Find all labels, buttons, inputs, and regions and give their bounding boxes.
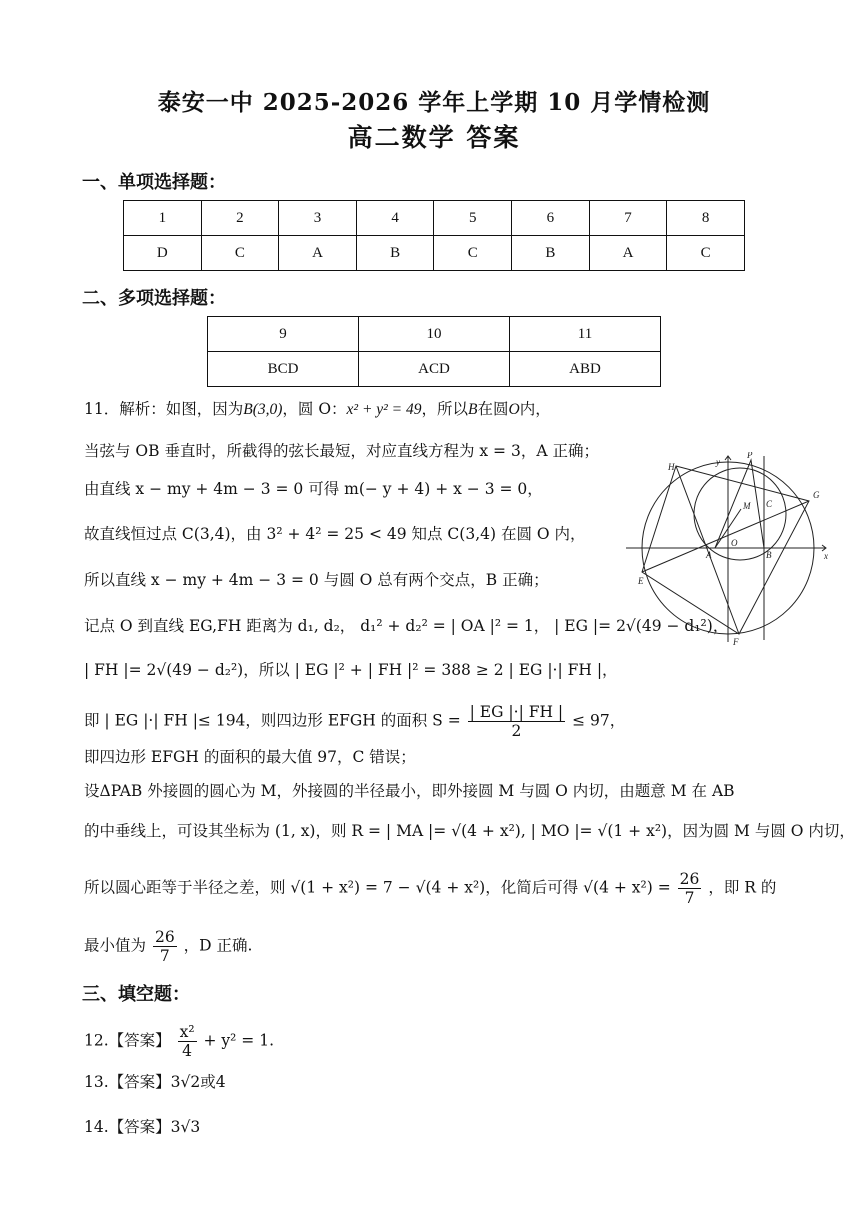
label-x: x bbox=[824, 551, 828, 561]
fraction-denominator: 4 bbox=[182, 1042, 193, 1060]
solution-line: 记点 O 到直线 EG,FH 距离为 d₁, d₂， d₁² + d₂² = | OA |² = 1， | EG |= 2√(49 − d₁²)， bbox=[84, 617, 729, 635]
text-span: ，即 R 的 bbox=[708, 878, 777, 897]
solution-line: 故直线恒过点 C(3,4)，由 3² + 4² = 25 < 49 知点 C(3,4) 在圆 O 内， bbox=[84, 525, 586, 543]
solution-line: 当弦与 OB 垂直时，所截得的弦长最短，对应直线方程为 x = 3，A 正确； bbox=[84, 442, 599, 460]
label-a: A bbox=[706, 550, 712, 560]
text-span: ，圆 O： bbox=[282, 400, 347, 418]
section2-heading: 二、多项选择题： bbox=[82, 288, 226, 309]
solution-line: 所以直线 x − my + 4m − 3 = 0 与圆 O 总有两个交点，B 正确； bbox=[84, 571, 549, 589]
fraction-numerator: 26 bbox=[679, 870, 700, 888]
label-o: O bbox=[731, 538, 738, 548]
solution-line: 设ΔPAB 外接圆的圆心为 M，外接圆的半径最小，即外接圆 M 与圆 O 内切，由题意 M 在 AB bbox=[84, 782, 735, 800]
solution-line bbox=[84, 870, 776, 907]
fraction bbox=[178, 1023, 197, 1060]
table-cell: ABD bbox=[509, 352, 660, 387]
text-span: ，D 正确. bbox=[183, 936, 253, 955]
circle-geometry-figure bbox=[626, 452, 832, 648]
table-cell: 4 bbox=[356, 201, 434, 236]
fraction bbox=[678, 870, 702, 907]
label-c: C bbox=[766, 499, 773, 509]
table-cell: ACD bbox=[358, 352, 509, 387]
math-span: O bbox=[508, 401, 520, 418]
fraction-denominator: 7 bbox=[159, 947, 170, 965]
fraction-numerator: | EG |·| FH | bbox=[469, 703, 564, 721]
answer-line-12 bbox=[84, 1023, 274, 1060]
question-number-row bbox=[208, 317, 661, 352]
table-cell: C bbox=[434, 236, 512, 271]
table-cell: B bbox=[512, 236, 590, 271]
document-title: 泰安一中 2025-2026 学年上学期 10 月学情检测 bbox=[157, 89, 711, 116]
fraction bbox=[468, 703, 566, 740]
text-span: 最小值为 bbox=[84, 936, 147, 955]
section1-heading: 一、单项选择题： bbox=[82, 172, 226, 193]
document-subtitle: 高二数学 答案 bbox=[347, 123, 521, 152]
table-cell: 6 bbox=[512, 201, 590, 236]
fraction-denominator: 2 bbox=[511, 722, 522, 740]
label-g: G bbox=[813, 490, 820, 500]
table-cell: BCD bbox=[208, 352, 359, 387]
question-number-row bbox=[124, 201, 745, 236]
solution-line bbox=[84, 703, 625, 740]
text-span: 12.【答案】 bbox=[84, 1031, 171, 1050]
table-cell: 2 bbox=[201, 201, 279, 236]
answer-line-13: 13.【答案】3√2或4 bbox=[84, 1073, 226, 1091]
math-span: B(3,0) bbox=[243, 401, 283, 418]
section3-heading: 三、填空题： bbox=[82, 984, 190, 1005]
text-span: 11．解析：如图，因为 bbox=[84, 400, 244, 418]
table-cell: 3 bbox=[279, 201, 357, 236]
table-cell: 1 bbox=[124, 201, 202, 236]
solution-line: | FH |= 2√(49 − d₂²)，所以 | EG |² + | FH |² = 388 ≥ 2 | EG |·| FH |， bbox=[84, 661, 618, 679]
text-span: 内， bbox=[519, 400, 551, 418]
math-span: x² + y² = 49 bbox=[346, 401, 422, 418]
table-cell: A bbox=[279, 236, 357, 271]
chord-eg bbox=[642, 501, 809, 572]
text-span: + y² = 1. bbox=[203, 1031, 275, 1050]
label-y: y bbox=[716, 457, 720, 467]
fraction-denominator: 7 bbox=[684, 889, 695, 907]
table-cell: 7 bbox=[589, 201, 667, 236]
answer-row bbox=[124, 236, 745, 271]
table-cell: B bbox=[356, 236, 434, 271]
fraction-numerator: x² bbox=[179, 1023, 195, 1041]
multi-choice-answer-table bbox=[207, 316, 661, 387]
solution-line bbox=[84, 397, 551, 422]
text-span: 在圆 bbox=[477, 400, 509, 418]
label-m: M bbox=[743, 501, 751, 511]
answer-row bbox=[208, 352, 661, 387]
solution-line bbox=[84, 928, 252, 965]
circle-m bbox=[694, 468, 786, 560]
text-span: ≤ 97， bbox=[572, 711, 626, 730]
triangle-pab bbox=[715, 460, 764, 548]
text-span: 所以圆心距等于半径之差，则 √(1 + x²) = 7 − √(4 + x²)，化简后可得 √(4 + x²) = bbox=[84, 878, 671, 897]
solution-line: 即四边形 EFGH 的面积的最大值 97，C 错误； bbox=[84, 748, 416, 766]
table-cell: D bbox=[124, 236, 202, 271]
solution-line: 由直线 x − my + 4m − 3 = 0 可得 m(− y + 4) + x − 3 = 0， bbox=[84, 480, 543, 498]
table-cell: 5 bbox=[434, 201, 512, 236]
table-cell: A bbox=[589, 236, 667, 271]
label-f: F bbox=[733, 637, 739, 647]
text-span: 即 | EG |·| FH |≤ 194，则四边形 EFGH 的面积 S = bbox=[84, 711, 461, 730]
fraction bbox=[153, 928, 177, 965]
table-cell: C bbox=[201, 236, 279, 271]
table-cell: C bbox=[667, 236, 745, 271]
answer-line-14: 14.【答案】3√3 bbox=[84, 1118, 201, 1136]
single-choice-answer-table bbox=[123, 200, 745, 271]
table-cell: 10 bbox=[358, 317, 509, 352]
fraction-numerator: 26 bbox=[154, 928, 175, 946]
math-span: B bbox=[468, 401, 478, 418]
label-e: E bbox=[638, 576, 644, 586]
solution-line: 的中垂线上，可设其坐标为 (1, x)，则 R = | MA |= √(4 + x²), | MO |= √(1 + x²)，因为圆 M 与圆 O 内切， bbox=[84, 822, 855, 840]
label-h: H bbox=[668, 462, 675, 472]
table-cell: 9 bbox=[208, 317, 359, 352]
text-span: ，所以 bbox=[421, 400, 469, 418]
label-p: P bbox=[747, 452, 753, 460]
table-cell: 11 bbox=[509, 317, 660, 352]
table-cell: 8 bbox=[667, 201, 745, 236]
label-b: B bbox=[766, 550, 772, 560]
